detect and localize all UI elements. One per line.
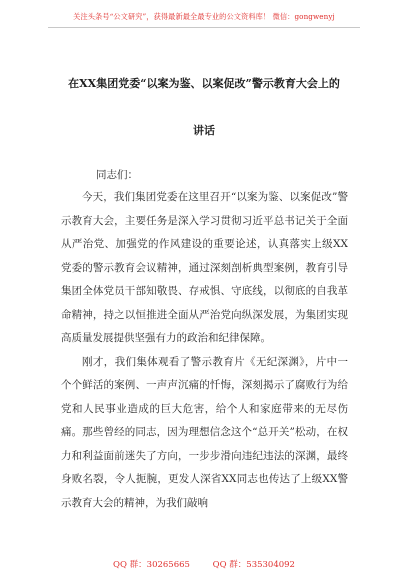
paragraph: 今天，我们集团党委在这里召开“以案为鉴、以案促改”警示教育大会，主要任务是深入学习贯彻习近平总书记关于全面从严治党、加强党的作风建设的重要论述，认真落实上级XX党委的警示教育会议精神，通过深刻剖析典型案例，教育引导集团全体党员干部知敬畏、存戒惧、守底线，以彻底的自我革命精神，持之以恒推进全面从严治党向纵深发展，为集团实现高质量发展提供坚强有力的政治和纪律保障。 [61,191,348,344]
document-body [61,186,348,515]
footer-contact [0,558,408,570]
footer-qq-group-1: QQ 群：30265665 [113,560,190,570]
document-title-continued: 讲话 [193,124,215,137]
header-promo-note: 关注头条号“公文研究”，获得最新最全最专业的公文资料库！ 微信：gongwenyj [73,12,335,21]
salutation: 同志们： [96,169,138,181]
paragraph: 刚才，我们集体观看了警示教育片《无纪深渊》，片中一个个鲜活的案例、一声声沉痛的忏悔，深刻揭示了腐败行为给党和人民事业造成的巨大危害，给个人和家庭带来的无尽伤痛。那些曾经的同志，因为理想信念这个“总开关”松动，在权力和利益面前迷失了方向，一步步滑向违纪违法的深渊，最终身败名裂，令人扼腕，更发人深省XX同志也传达了上级XX警示教育大会的精神，为我们敲响 [61,355,348,509]
header-divider [48,27,360,28]
document-title: 在XX集团党委“以案为鉴、以案促改”警示教育大会上的 [68,77,340,90]
footer-qq-group-2: QQ 群：535304092 [212,560,295,570]
